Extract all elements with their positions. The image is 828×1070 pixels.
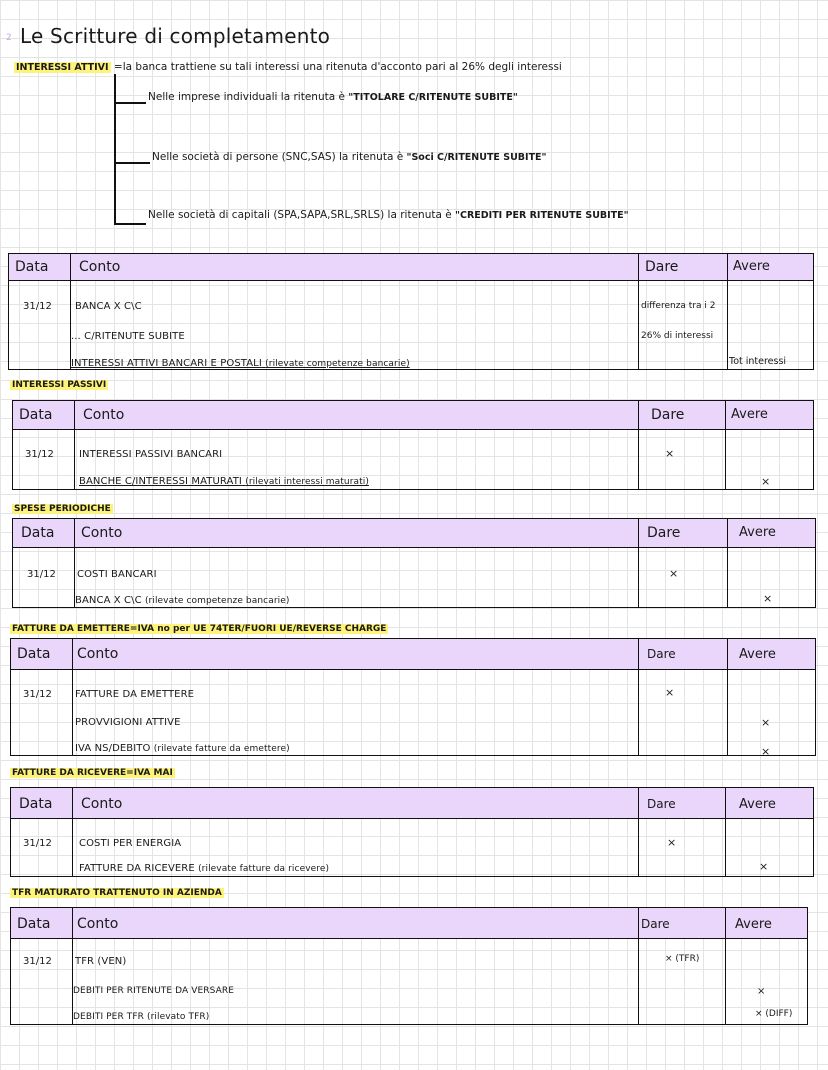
header-avere: Avere xyxy=(739,797,776,812)
page-title: Le Scritture di completamento xyxy=(20,24,331,48)
journal-table-tfr xyxy=(10,907,808,1025)
header-data: Data xyxy=(21,525,55,541)
conto-cell: TFR (VEN) xyxy=(75,956,127,967)
avere-cell: × xyxy=(761,716,771,729)
branch-societa-persone: Nelle società di persone (SNC,SAS) la ritenuta è "Soci C/RITENUTE SUBITE" xyxy=(152,151,547,163)
conto-cell: BANCA X C\C (rilevate competenze bancarie) xyxy=(75,595,290,606)
header-avere: Avere xyxy=(735,917,772,932)
bracket-branch-line-2 xyxy=(114,162,150,164)
header-avere: Avere xyxy=(739,525,776,540)
bracket-vertical-line xyxy=(114,74,116,224)
avere-cell: Tot interessi xyxy=(729,356,787,367)
journal-table-interessi-passivi xyxy=(12,400,814,490)
section-label-fatture-da-emettere: FATTURE DA EMETTERE=IVA no per UE 74TER/FUORI UE/REVERSE CHARGE xyxy=(12,624,387,634)
conto-cell: BANCA X C\C xyxy=(75,301,142,312)
conto-cell: IVA NS/DEBITO (rilevate fatture da emettere) xyxy=(75,743,290,754)
entry-date: 31/12 xyxy=(27,569,56,580)
conto-cell: INTERESSI PASSIVI BANCARI xyxy=(79,449,223,460)
header-dare: Dare xyxy=(647,525,681,541)
avere-cell: × (DIFF) xyxy=(755,1009,793,1019)
entry-date: 31/12 xyxy=(23,838,52,849)
bracket-branch-line-3 xyxy=(114,223,146,225)
header-conto: Conto xyxy=(79,259,121,275)
avere-cell: × xyxy=(759,860,769,873)
table-header xyxy=(11,788,813,819)
entry-date: 31/12 xyxy=(25,449,54,460)
dare-cell: 26% di interessi xyxy=(641,331,714,341)
entry-date: 31/12 xyxy=(23,689,52,700)
dare-cell: × xyxy=(665,686,675,699)
bracket-branch-line-1 xyxy=(114,102,146,104)
conto-cell: FATTURE DA RICEVERE (rilevate fatture da ricevere) xyxy=(79,863,330,874)
dare-cell: × xyxy=(667,836,677,849)
entry-date: 31/12 xyxy=(23,956,52,967)
table-header xyxy=(11,639,815,670)
table-header xyxy=(13,401,813,430)
header-data: Data xyxy=(17,646,51,662)
header-avere: Avere xyxy=(733,259,770,274)
header-conto: Conto xyxy=(81,525,123,541)
conto-cell: DEBITI PER TFR (rilevato TFR) xyxy=(73,1012,210,1022)
header-conto: Conto xyxy=(83,407,125,423)
conto-cell: FATTURE DA EMETTERE xyxy=(75,689,195,700)
header-dare: Dare xyxy=(645,259,679,275)
journal-table-fatture-da-ricevere xyxy=(10,787,814,877)
header-dare: Dare xyxy=(647,797,676,811)
header-data: Data xyxy=(19,407,53,423)
header-conto: Conto xyxy=(81,796,123,812)
journal-table-spese-periodiche xyxy=(12,518,816,608)
header-dare: Dare xyxy=(641,917,670,931)
page-number: 2 xyxy=(6,33,12,43)
conto-cell: BANCHE C/INTERESSI MATURATI (rilevati interessi maturati) xyxy=(79,476,369,487)
header-data: Data xyxy=(19,796,53,812)
avere-cell: × xyxy=(757,986,766,997)
conto-cell: DEBITI PER RITENUTE DA VERSARE xyxy=(73,986,235,996)
conto-cell: INTERESSI ATTIVI BANCARI E POSTALI (rilevate competenze bancarie) xyxy=(71,358,410,369)
header-data: Data xyxy=(17,916,51,932)
avere-cell: × xyxy=(763,592,773,605)
avere-cell: × xyxy=(761,745,771,758)
conto-cell: ... C/RITENUTE SUBITE xyxy=(71,331,185,342)
section-label-spese-periodiche: SPESE PERIODICHE xyxy=(14,504,111,514)
dare-cell: × xyxy=(669,567,679,580)
conto-cell: PROVVIGIONI ATTIVE xyxy=(75,717,181,728)
header-avere: Avere xyxy=(731,407,768,422)
entry-date: 31/12 xyxy=(23,301,52,312)
header-conto: Conto xyxy=(77,646,119,662)
header-dare: Dare xyxy=(647,647,676,661)
header-dare: Dare xyxy=(651,407,685,423)
avere-cell: × xyxy=(761,475,771,488)
section-label-fatture-da-ricevere: FATTURE DA RICEVERE=IVA MAI xyxy=(12,768,173,778)
table-header xyxy=(13,519,815,548)
intro-label: INTERESSI ATTIVI xyxy=(16,62,109,73)
conto-cell: COSTI BANCARI xyxy=(77,569,157,580)
conto-cell: COSTI PER ENERGIA xyxy=(79,838,182,849)
intro-text: =la banca trattiene su tali interessi una ritenuta d'acconto pari al 26% degli interessi xyxy=(113,61,562,73)
journal-table-fatture-da-emettere xyxy=(10,638,816,756)
branch-imprese-individuali: Nelle imprese individuali la ritenuta è "TITOLARE C/RITENUTE SUBITE" xyxy=(148,91,518,103)
journal-table-interessi-attivi xyxy=(8,253,814,370)
header-conto: Conto xyxy=(77,916,119,932)
dare-cell: differenza tra i 2 xyxy=(641,301,716,311)
dare-cell: × (TFR) xyxy=(665,954,700,964)
table-header xyxy=(11,908,807,939)
dare-cell: × xyxy=(665,447,675,460)
section-label-interessi-passivi: INTERESSI PASSIVI xyxy=(12,380,107,390)
branch-societa-capitali: Nelle società di capitali (SPA,SAPA,SRL,SRLS) la ritenuta è "CREDITI PER RITENUTE SUBITE" xyxy=(148,209,629,221)
section-label-tfr: TFR MATURATO TRATTENUTO IN AZIENDA xyxy=(12,888,222,898)
header-data: Data xyxy=(15,259,49,275)
intro-heading xyxy=(14,61,562,73)
header-avere: Avere xyxy=(739,647,776,662)
table-header xyxy=(9,254,813,281)
